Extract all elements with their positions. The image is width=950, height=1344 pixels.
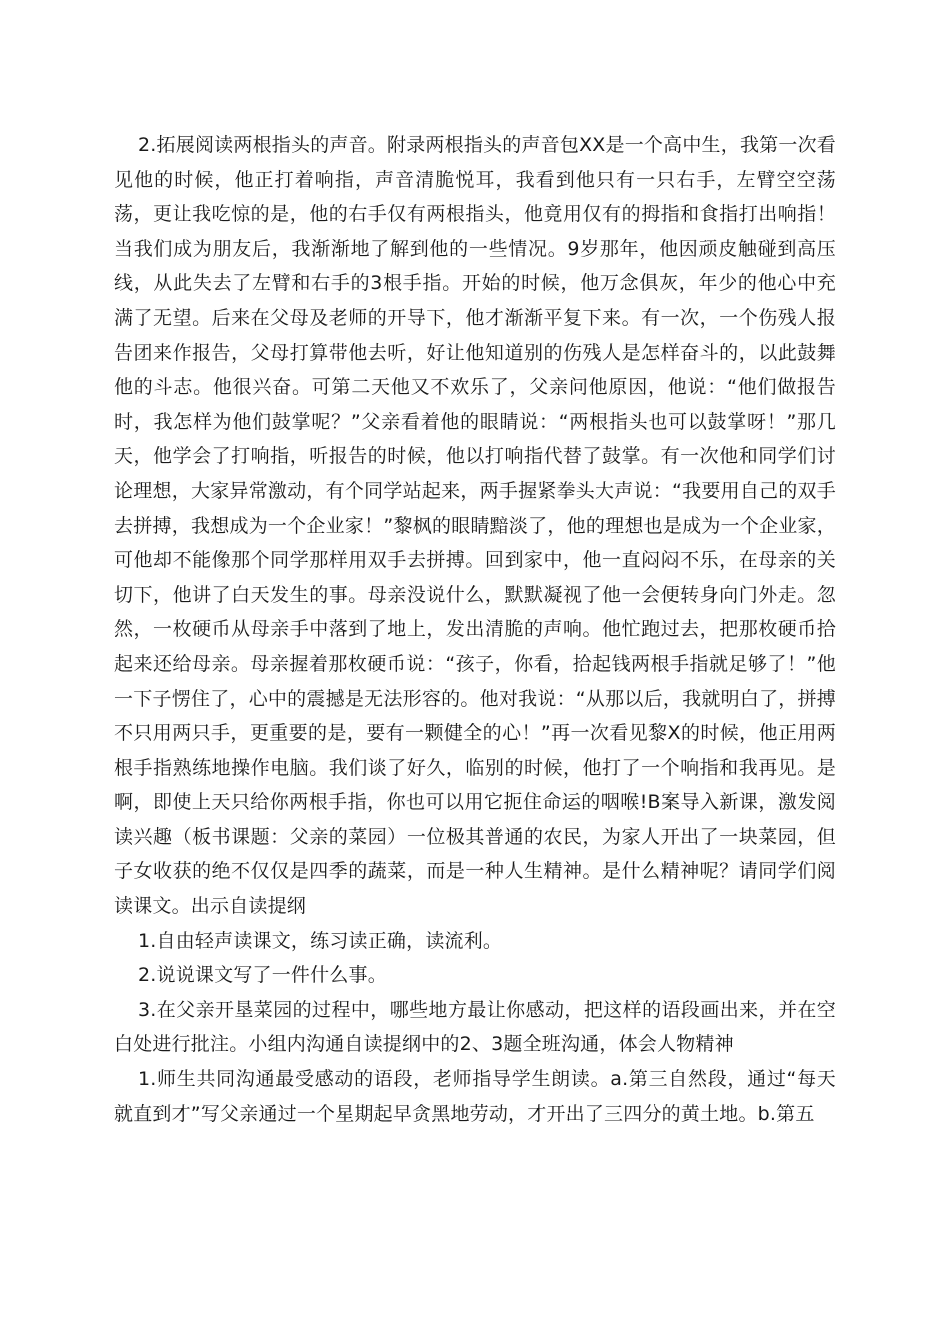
paragraph-discussion-1: 1.师生共同沟通最受感动的语段，老师指导学生朗读。a.第三自然段，通过“每天就直到才”写父亲通过一个星期起早贪黑地劳动，才开出了三四分的黄土地。b.第五 [114, 1068, 836, 1125]
document-body [114, 128, 836, 1131]
paragraph-outline-item-1: 1.自由轻声读课文，练习读正确，读流利。 [138, 929, 503, 952]
paragraph-extended-reading: 2.拓展阅读两根指头的声音。附录两根指头的声音包XX是一个高中生，我第一次看见他的时候，他正打着响指，声音清脆悦耳，我看到他只有一只右手，左臂空空荡荡，更让我吃惊的是，他的右手仅有两根指头，他竟用仅有的拇指和食指打出响指！当我们成为朋友后，我渐渐地了解到他的一些情况。9岁那年，他因顽皮触碰到高压线，从此失去了左臂和右手的3根手指。开始的时候，他万念俱灰，年少的他心中充满了无望。后来在父母及老师的开导下，他才渐渐平复下来。有一次，一个伤残人报告团来作报告，父母打算带他去听，好让他知道别的伤残人是怎样奋斗的，以此鼓舞他的斗志。他很兴奋。可第二天他又不欢乐了，父亲问他原因，他说：“他们做报告时，我怎样为他们鼓掌呢？”父亲看着他的眼睛说：“两根指头也可以鼓掌呀！”那几天，他学会了打响指，听报告的时候，他以打响指代替了鼓掌。有一次他和同学们讨论理想，大家异常激动，有个同学站起来，两手握紧拳头大声说：“我要用自己的双手去拼搏，我想成为一个企业家！”黎枫的眼睛黯淡了，他的理想也是成为一个企业家，可他却不能像那个同学那样用双手去拼搏。回到家中，他一直闷闷不乐，在母亲的关切下，他讲了白天发生的事。母亲没说什么，默默凝视了他一会便转身向门外走。忽然，一枚硬币从母亲手中落到了地上，发出清脆的声响。他忙跑过去，把那枚硬币拾起来还给母亲。母亲握着那枚硬币说：“孩子，你看，拾起钱两根手指就足够了！”他一下子愣住了，心中的震撼是无法形容的。他对我说：“从那以后，我就明白了，拼搏不只用两只手，更重要的是，要有一颗健全的心！”再一次看见黎X的时候，他正用两根手指熟练地操作电脑。我们谈了好久，临别的时候，他打了一个响指和我再见。是啊，即使上天只给你两根手指，你也可以用它扼住命运的咽喉!B案导入新课，激发阅读兴趣（板书课题：父亲的菜园）一位极其普通的农民，为家人开出了一块菜园，但子女收获的绝不仅仅是四季的蔬菜，而是一种人生精神。是什么精神呢？请同学们阅读课文。出示自读提纲 [114, 134, 836, 918]
paragraph-outline-item-2: 2.说说课文写了一件什么事。 [138, 964, 387, 987]
paragraph-outline-item-3: 3.在父亲开垦菜园的过程中，哪些地方最让你感动，把这样的语段画出来，并在空白处进行批注。小组内沟通自读提纲中的2、3题全班沟通，体会人物精神 [114, 998, 836, 1056]
